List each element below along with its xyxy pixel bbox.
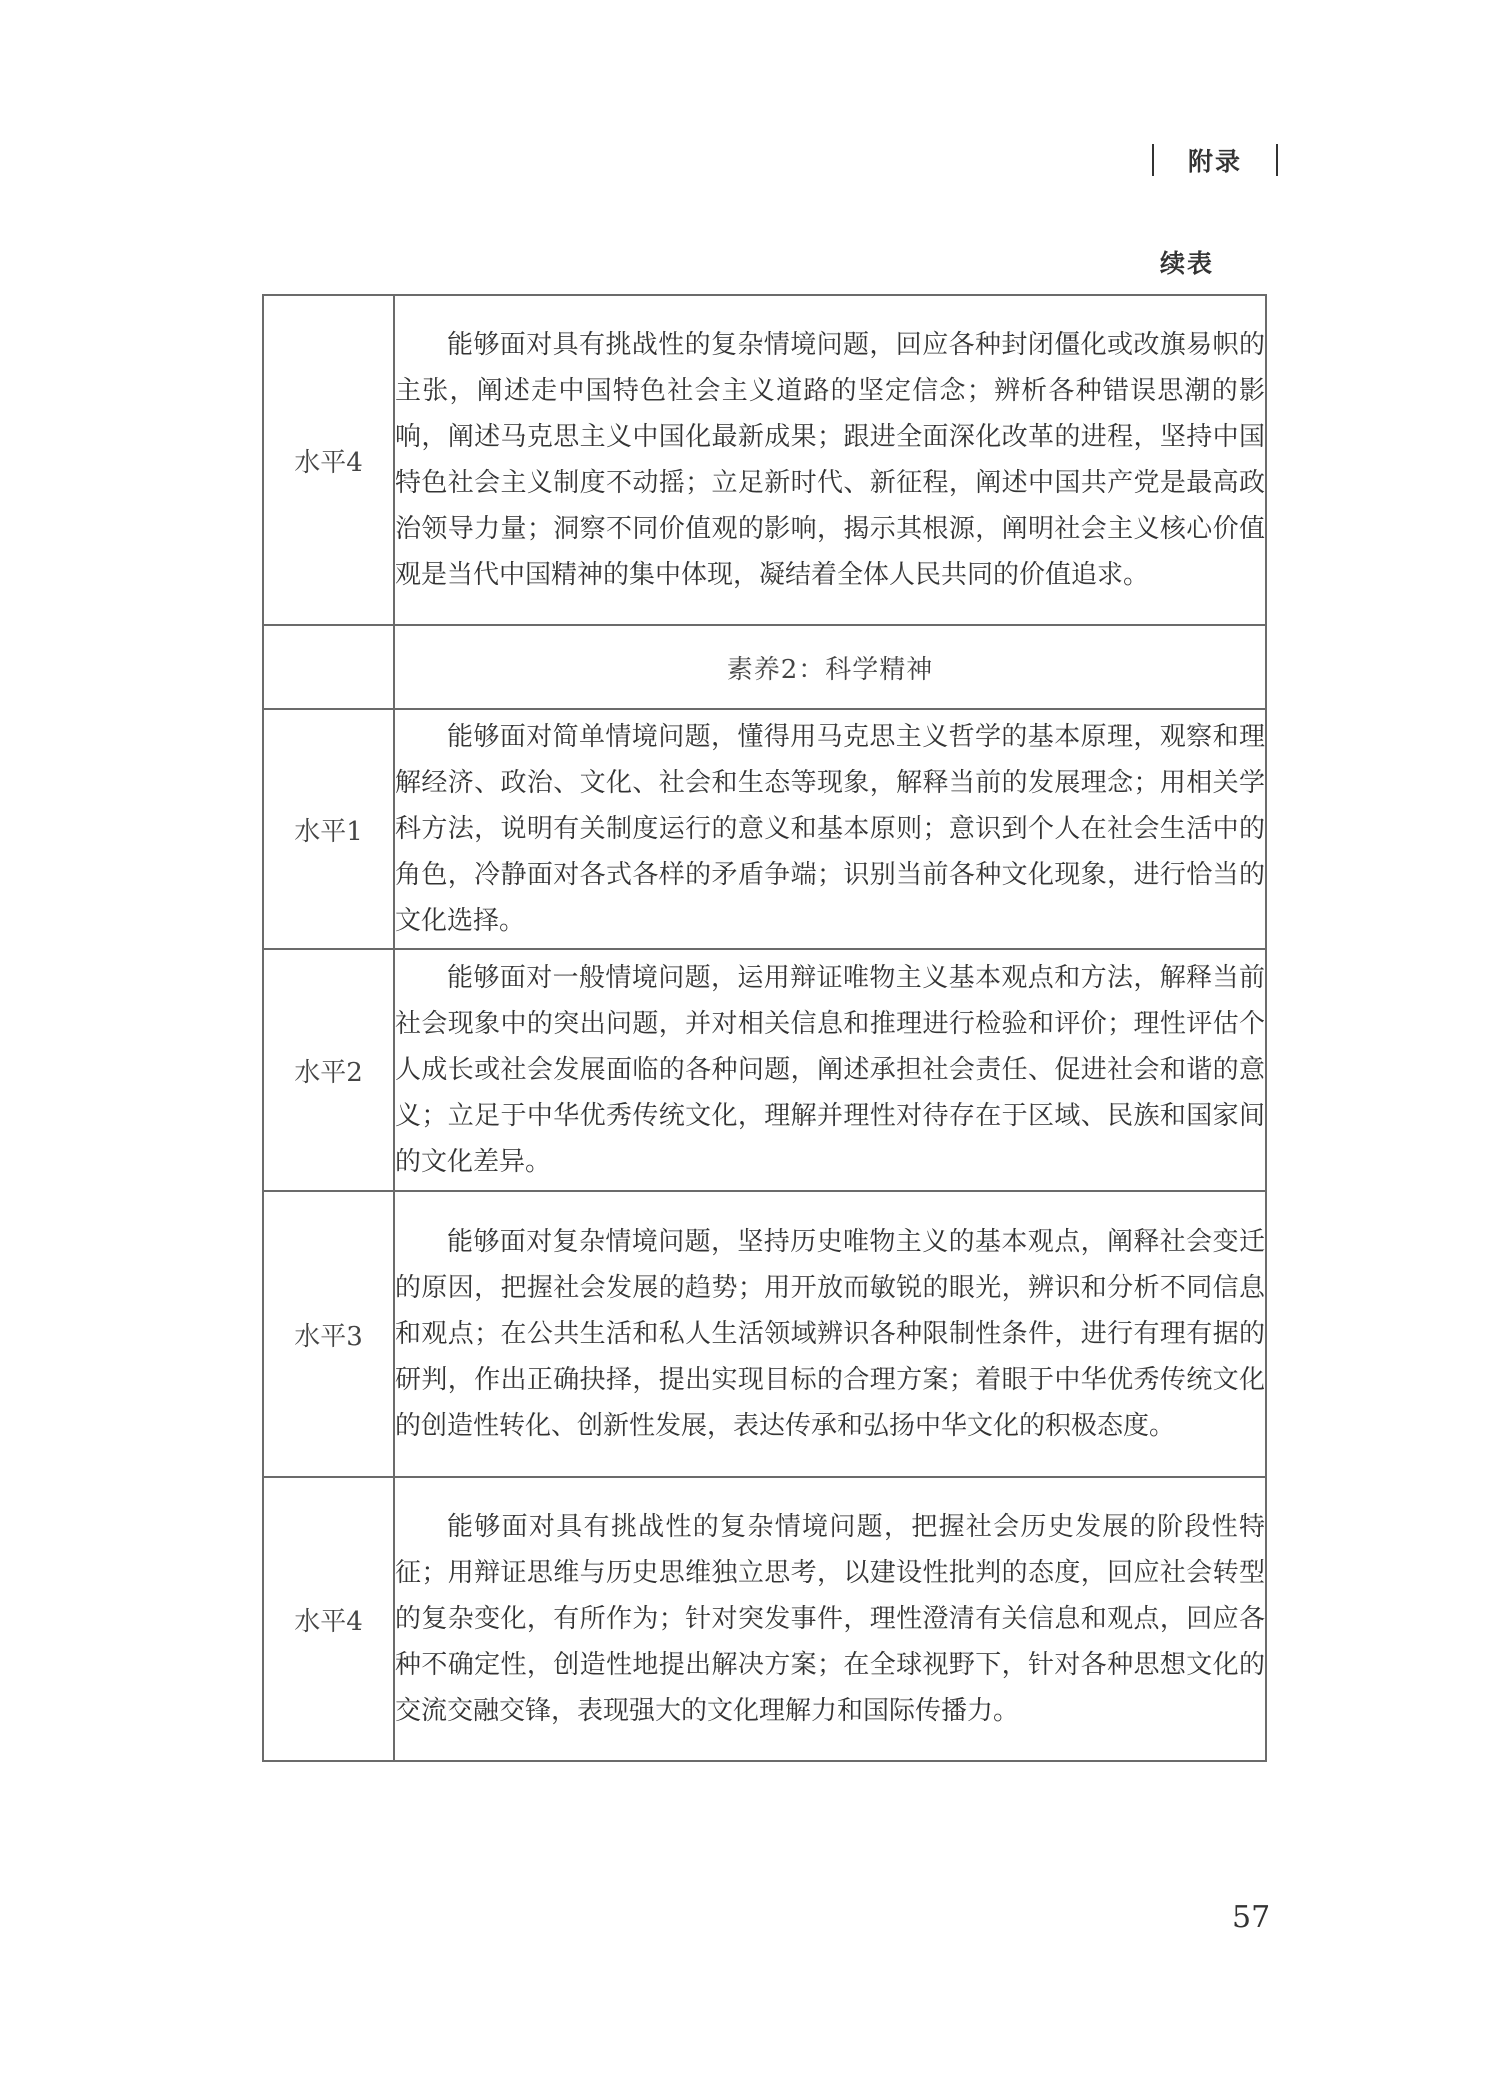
running-head	[1150, 140, 1280, 180]
running-head-left-rule	[1152, 144, 1154, 176]
level-label: 水平3	[263, 1191, 394, 1477]
running-head-right-rule	[1276, 144, 1278, 176]
level-row	[263, 295, 1266, 625]
page-number: 57	[1232, 1900, 1271, 1935]
level-row	[263, 1477, 1266, 1761]
level-description-cell	[394, 949, 1266, 1191]
level-label: 水平4	[263, 1477, 394, 1761]
level-description: 能够面对简单情境问题，懂得用马克思主义哲学的基本原理，观察和理解经济、政治、文化、社会和生态等现象，解释当前的发展理念；用相关学科方法，说明有关制度运行的意义和基本原则；意识到个人在社会生活中的角色，冷静面对各式各样的矛盾争端；识别当前各种文化现象，进行恰当的文化选择。	[395, 722, 1265, 936]
level-label: 水平1	[263, 709, 394, 949]
section-empty-cell	[263, 625, 394, 709]
level-description-cell	[394, 295, 1266, 625]
level-row	[263, 949, 1266, 1191]
section-row	[263, 625, 1266, 709]
level-description: 能够面对具有挑战性的复杂情境问题，回应各种封闭僵化或改旗易帜的主张，阐述走中国特色社会主义道路的坚定信念；辨析各种错误思潮的影响，阐述马克思主义中国化最新成果；跟进全面深化改革的进程，坚持中国特色社会主义制度不动摇；立足新时代、新征程，阐述中国共产党是最高政治领导力量；洞察不同价值观的影响，揭示其根源，阐明社会主义核心价值观是当代中国精神的集中体现，凝结着全体人民共同的价值追求。	[395, 330, 1265, 590]
section-title: 素养2：科学精神	[394, 625, 1266, 709]
level-description-cell	[394, 1477, 1266, 1761]
level-label: 水平4	[263, 295, 394, 625]
level-label: 水平2	[263, 949, 394, 1191]
standards-table	[262, 294, 1267, 1762]
level-description: 能够面对一般情境问题，运用辩证唯物主义基本观点和方法，解释当前社会现象中的突出问题，并对相关信息和推理进行检验和评价；理性评估个人成长或社会发展面临的各种问题，阐述承担社会责任、促进社会和谐的意义；立足于中华优秀传统文化，理解并理性对待存在于区域、民族和国家间的文化差异。	[395, 963, 1265, 1177]
continued-table-label: 续表	[1159, 249, 1214, 278]
level-row	[263, 1191, 1266, 1477]
running-head-title: 附录	[1187, 147, 1242, 176]
level-description: 能够面对复杂情境问题，坚持历史唯物主义的基本观点，阐释社会变迁的原因，把握社会发展的趋势；用开放而敏锐的眼光，辨识和分析不同信息和观点；在公共生活和私人生活领域辨识各种限制性条件，进行有理有据的研判，作出正确抉择，提出实现目标的合理方案；着眼于中华优秀传统文化的创造性转化、创新性发展，表达传承和弘扬中华文化的积极态度。	[395, 1227, 1265, 1441]
standards-table-body	[263, 295, 1266, 1761]
level-row	[263, 709, 1266, 949]
level-description: 能够面对具有挑战性的复杂情境问题，把握社会历史发展的阶段性特征；用辩证思维与历史思维独立思考，以建设性批判的态度，回应社会转型的复杂变化，有所作为；针对突发事件，理性澄清有关信息和观点，回应各种不确定性，创造性地提出解决方案；在全球视野下，针对各种思想文化的交流交融交锋，表现强大的文化理解力和国际传播力。	[395, 1512, 1265, 1726]
level-description-cell	[394, 1191, 1266, 1477]
level-description-cell	[394, 709, 1266, 949]
